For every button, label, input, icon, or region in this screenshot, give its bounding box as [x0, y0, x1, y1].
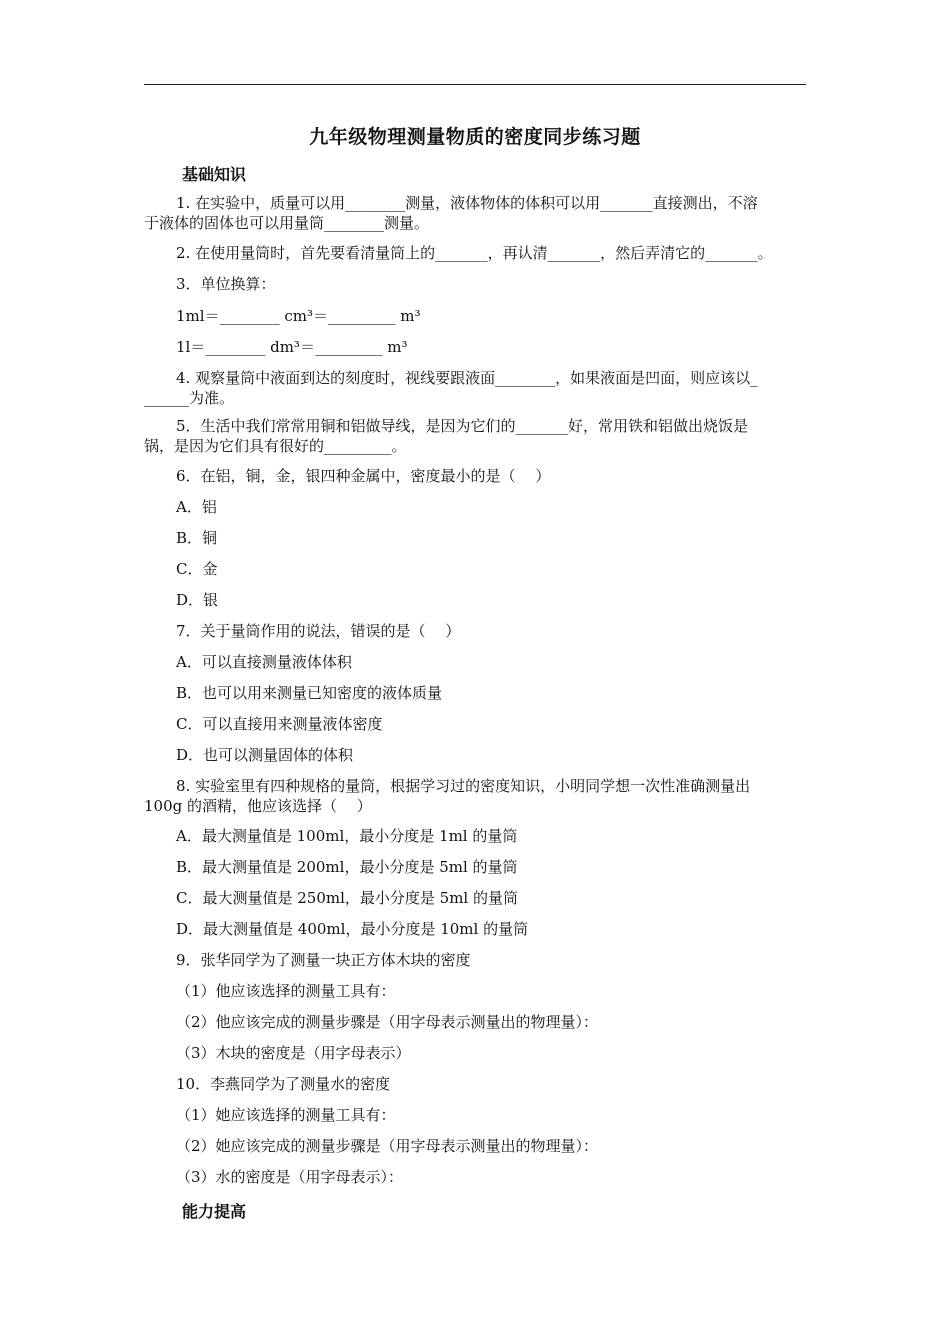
question-6-option-c: C．金 — [176, 560, 218, 578]
question-4-line-1: 4. 观察量筒中液面到达的刻度时，视线要跟液面________，如果液面是凹面，则应该以_ — [176, 369, 758, 387]
question-6: 6．在铝，铜，金，银四种金属中，密度最小的是（ ） — [176, 467, 551, 485]
question-6-option-d: D．银 — [176, 591, 219, 609]
question-7: 7．关于量筒作用的说法，错误的是（ ） — [176, 622, 461, 640]
header-rule — [144, 84, 806, 85]
question-8 — [144, 776, 808, 816]
question-1-line-1: 1. 在实验中，质量可以用________测量，液体物体的体积可以用_______直接测出，不溶 — [176, 194, 758, 212]
page-title: 九年级物理测量物质的密度同步练习题 — [309, 126, 641, 148]
question-9: 9．张华同学为了测量一块正方体木块的密度 — [176, 951, 471, 969]
question-10-part-3: （3）水的密度是（用字母表示）： — [176, 1168, 404, 1186]
question-8-option-b: B．最大测量值是 200ml，最小分度是 5ml 的量筒 — [176, 858, 518, 876]
question-7-option-a: A．可以直接测量液体体积 — [176, 653, 352, 671]
section-heading-basic: 基础知识 — [182, 165, 247, 184]
question-1-line-2: 于液体的固体也可以用量筒________测量。 — [144, 214, 430, 232]
question-4 — [144, 368, 808, 408]
question-8-option-a: A．最大测量值是 100ml，最小分度是 1ml 的量筒 — [176, 827, 518, 845]
question-7-option-c: C．可以直接用来测量液体密度 — [176, 715, 383, 733]
question-6-option-b: B．铜 — [176, 529, 218, 547]
question-6-option-a: A．铝 — [176, 498, 217, 516]
question-4-line-2: ______为准。 — [144, 389, 235, 407]
question-7-option-d: D．也可以测量固体的体积 — [176, 746, 354, 764]
question-10-part-2: （2）她应该完成的测量步骤是（用字母表示测量出的物理量）： — [176, 1137, 599, 1155]
question-3: 3．单位换算： — [176, 275, 276, 293]
question-8-option-d: D．最大测量值是 400ml，最小分度是 10ml 的量筒 — [176, 920, 529, 938]
question-5-line-1: 5．生活中我们常常用铜和铝做导线，是因为它们的_______好，常用铁和铝做出烧饭是 — [176, 417, 749, 435]
question-8-line-1: 8. 实验室里有四种规格的量筒，根据学习过的密度知识，小明同学想一次性准确测量出 — [176, 777, 751, 795]
question-8-line-2: 100g 的酒精，他应该选择（ ） — [144, 797, 372, 815]
question-5-line-2: 锅，是因为它们具有很好的_________。 — [144, 437, 407, 455]
question-8-option-c: C．最大测量值是 250ml，最小分度是 5ml 的量筒 — [176, 889, 518, 907]
question-7-option-b: B．也可以用来测量已知密度的液体质量 — [176, 684, 443, 702]
question-3-conversion-a: 1ml＝________ cm³＝_________ m³ — [176, 307, 421, 325]
question-10-part-1: （1）她应该选择的测量工具有： — [176, 1106, 396, 1124]
question-1 — [144, 193, 808, 233]
question-2: 2. 在使用量筒时，首先要看清量筒上的_______，再认清_______，然后弄清它的_______。 — [176, 244, 773, 262]
question-3-conversion-b: 1l＝________ dm³＝_________ m³ — [176, 338, 408, 356]
question-9-part-1: （1）他应该选择的测量工具有： — [176, 982, 396, 1000]
question-10: 10．李燕同学为了测量水的密度 — [176, 1075, 391, 1093]
section-heading-advanced: 能力提高 — [182, 1202, 247, 1221]
question-9-part-2: （2）他应该完成的测量步骤是（用字母表示测量出的物理量）： — [176, 1013, 599, 1031]
question-9-part-3: （3）木块的密度是（用字母表示） — [176, 1044, 411, 1062]
question-5 — [144, 416, 808, 456]
